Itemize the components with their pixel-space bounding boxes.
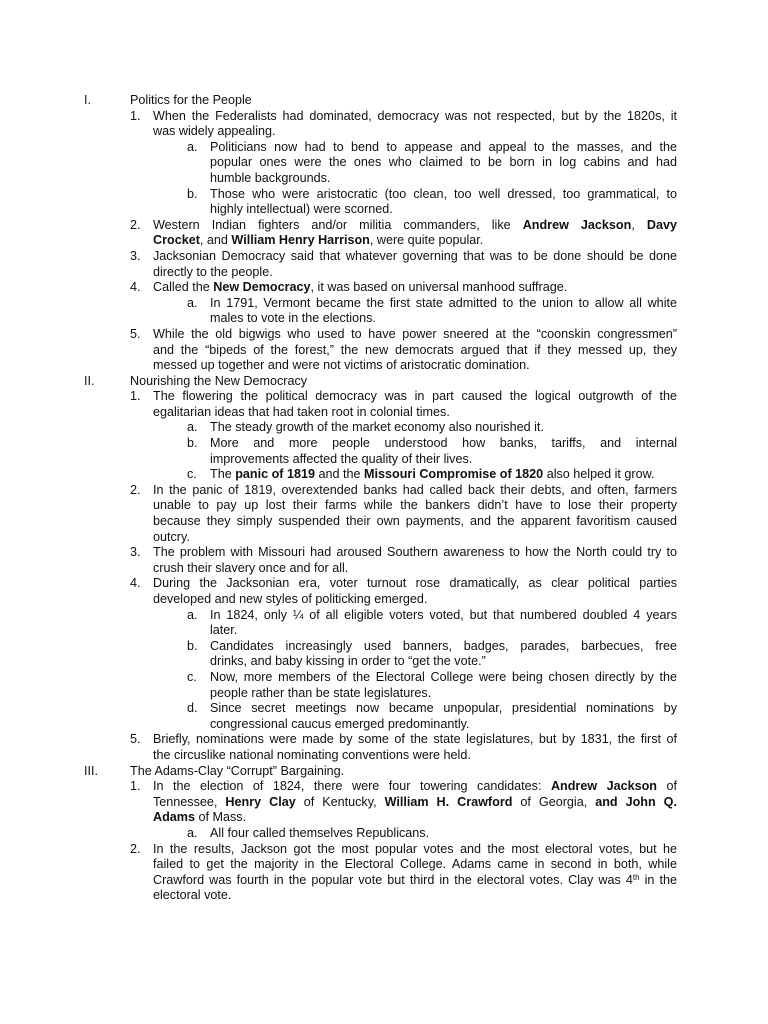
outline-line (0, 358, 768, 374)
list-marker: 1. (130, 389, 141, 404)
text-run: , were quite popular. (369, 233, 484, 248)
text-run: crush their slavery once and for all. (153, 560, 349, 575)
line-text (210, 155, 677, 171)
outline-line (0, 654, 768, 670)
outline-line (0, 670, 768, 686)
text-run: improvements affected the quality of their lives. (210, 451, 473, 466)
line-text (153, 732, 677, 748)
section-numeral: II. (84, 373, 95, 388)
outline-line (0, 140, 768, 156)
text-run: directly to the people. (153, 264, 273, 279)
list-marker: 1. (130, 108, 141, 123)
document-body (0, 93, 768, 904)
text-run: During the Jacksonian era, voter turnout rose dramatically, as clear political parties (153, 576, 677, 591)
outline-line (0, 576, 768, 592)
text-run: In the election of 1824, there were four towering candidates: (153, 779, 551, 794)
section-heading (0, 764, 768, 780)
list-marker: 4. (130, 576, 141, 591)
section-heading (0, 93, 768, 109)
outline-line (0, 826, 768, 842)
list-marker: a. (187, 139, 198, 154)
list-marker: 4. (130, 280, 141, 295)
text-run: Western Indian fighters and/or militia commanders, like (153, 217, 523, 232)
outline-line (0, 171, 768, 187)
outline-line (0, 498, 768, 514)
list-marker: b. (187, 186, 198, 201)
outline-line (0, 701, 768, 717)
text-run: All four called themselves Republicans. (210, 825, 430, 840)
outline-line (0, 467, 768, 483)
outline-line (0, 124, 768, 140)
outline-line (0, 530, 768, 546)
text-run: Candidates increasingly used banners, badges, parades, barbecues, free (210, 638, 677, 653)
text-run: drinks, and baby kissing in order to “get the vote.” (210, 654, 486, 669)
text-run: Those who were aristocratic (too clean, too well dressed, too grammatical, to (210, 186, 677, 201)
text-run: because they simply suspended their own payments, and the apparent favoritism caused (153, 514, 677, 529)
text-run: of (657, 779, 677, 794)
outline-line (0, 436, 768, 452)
bold-term: Henry Clay (225, 794, 296, 809)
line-text (153, 514, 677, 530)
line-text (210, 452, 677, 468)
superscript: th (632, 872, 640, 882)
outline-line (0, 202, 768, 218)
text-run: Politicians now had to bend to appease and appeal to the masses, and the (210, 139, 677, 154)
list-marker: a. (187, 607, 198, 622)
list-marker: c. (187, 467, 197, 482)
line-text (153, 842, 677, 858)
line-text (210, 467, 677, 483)
text-run: The problem with Missouri had aroused Southern awareness to how the North could try to (153, 545, 677, 560)
text-run: people rather than be state legislatures. (210, 685, 432, 700)
text-run: The (210, 467, 236, 482)
outline-line (0, 717, 768, 733)
outline-line (0, 327, 768, 343)
bold-term: panic of 1819 (235, 467, 315, 482)
bold-term: Adams (153, 810, 195, 825)
text-run: humble backgrounds. (210, 170, 331, 185)
line-text (153, 389, 677, 405)
line-text (153, 265, 677, 281)
line-text (210, 654, 677, 670)
list-marker: 5. (130, 732, 141, 747)
outline-line (0, 732, 768, 748)
outline-line (0, 748, 768, 764)
outline-line (0, 249, 768, 265)
list-marker: a. (187, 420, 198, 435)
text-run: popular ones were the ones who claimed to be born in log cabins and had (210, 155, 677, 170)
text-run: congressional caucus emerged predominantly. (210, 716, 470, 731)
outline-line (0, 218, 768, 234)
line-text (153, 810, 677, 826)
text-run: The flowering the political democracy was in part caused the logical outgrowth of the (153, 389, 677, 404)
line-text (210, 202, 677, 218)
text-run: the circuslike national nominating conventions were held. (153, 747, 471, 762)
list-marker: b. (187, 638, 198, 653)
line-text (153, 233, 677, 249)
text-run: also helped it grow. (543, 467, 655, 482)
line-text (210, 296, 677, 312)
text-run: Tennessee, (153, 794, 226, 809)
text-run: , (631, 217, 647, 232)
outline-line (0, 639, 768, 655)
line-text (153, 358, 677, 374)
outline-line (0, 280, 768, 296)
line-text (153, 327, 677, 343)
list-marker: 1. (130, 779, 141, 794)
text-run: In 1791, Vermont became the first state admitted to the union to allow all white (210, 295, 677, 310)
list-marker: 2. (130, 482, 141, 497)
outline-line (0, 857, 768, 873)
outline-line (0, 296, 768, 312)
list-marker: 3. (130, 545, 141, 560)
line-text (153, 218, 677, 234)
text-run: in the (639, 872, 677, 887)
text-run: and the “bipeds of the forest,” the new democrats argued that if they messed up, they (153, 342, 677, 357)
text-run: of Mass. (195, 810, 247, 825)
line-text (153, 795, 677, 811)
text-run: More and more people understood how banks, tariffs, and internal (210, 436, 677, 451)
outline-line (0, 888, 768, 904)
outline-line (0, 592, 768, 608)
text-run: Briefly, nominations were made by some of the state legislatures, but by 1831, the first of (153, 732, 677, 747)
line-text (210, 686, 677, 702)
text-run: developed and new styles of politicking emerged. (153, 592, 428, 606)
outline-line (0, 561, 768, 577)
line-text (153, 530, 677, 546)
outline-line (0, 405, 768, 421)
line-text (210, 639, 677, 655)
list-marker: 2. (130, 841, 141, 856)
text-run: was widely appealing. (153, 124, 276, 139)
bold-term: William Henry Harrison (231, 233, 370, 248)
bold-term: Andrew Jackson (522, 217, 632, 232)
list-marker: a. (187, 295, 198, 310)
text-run: The steady growth of the market economy also nourished it. (210, 420, 544, 435)
section-numeral: III. (84, 763, 98, 778)
line-text (210, 826, 677, 842)
text-run: messed up together and were not victims of aristocratic domination. (153, 358, 530, 373)
section-title: Nourishing the New Democracy (130, 373, 308, 388)
outline-line (0, 686, 768, 702)
line-text (153, 873, 677, 889)
text-run: , and (199, 233, 232, 248)
line-text (210, 670, 677, 686)
text-run: unable to pay up lost their farms while the bankers didn’t have to lose their property (153, 498, 677, 513)
outline-line (0, 109, 768, 125)
outline-line (0, 265, 768, 281)
line-text (210, 420, 677, 436)
bold-term: and John Q. (595, 794, 677, 809)
line-text (153, 249, 677, 265)
text-run: Jacksonian Democracy said that whatever governing that was to be done should be done (153, 248, 677, 263)
outline-line (0, 514, 768, 530)
outline-line (0, 545, 768, 561)
text-run: highly intellectual) were scorned. (210, 202, 393, 217)
list-marker: b. (187, 436, 198, 451)
bold-term: Andrew Jackson (550, 779, 658, 794)
line-text (153, 545, 677, 561)
text-run: Crawford was fourth in the popular vote but third in the electoral votes. Clay was 4 (153, 872, 633, 887)
section-title: The Adams-Clay “Corrupt” Bargaining. (130, 763, 345, 778)
list-marker: 2. (130, 217, 141, 232)
text-run: later. (210, 623, 238, 638)
section-heading (0, 374, 768, 390)
line-text (153, 498, 677, 514)
line-text (153, 561, 677, 577)
text-run: Since secret meetings now became unpopular, presidential nominations by (210, 701, 677, 716)
text-run: Called the (153, 280, 214, 295)
line-text (210, 311, 677, 327)
bold-term: Davy (646, 217, 677, 232)
outline-line (0, 311, 768, 327)
list-marker: a. (187, 825, 198, 840)
outline-line (0, 795, 768, 811)
text-run: egalitarian ideas that had taken root in colonial times. (153, 404, 450, 419)
list-marker: d. (187, 701, 198, 716)
outline-line (0, 155, 768, 171)
outline-line (0, 483, 768, 499)
text-run: In the results, Jackson got the most popular votes and the most electoral votes, but he (153, 841, 677, 856)
text-run: When the Federalists had dominated, democracy was not respected, but by the 1820s, it (153, 108, 677, 123)
text-run: of Georgia, (512, 794, 596, 809)
text-run: males to vote in the elections. (210, 311, 376, 326)
text-run: , it was based on universal manhood suffrage. (310, 280, 568, 295)
section-numeral: I. (84, 93, 91, 107)
bold-term: Crocket (153, 233, 200, 248)
line-text (153, 748, 677, 764)
bold-term: New Democracy (213, 280, 311, 295)
outline-line (0, 343, 768, 359)
line-text (210, 717, 677, 733)
text-run: In 1824, only ¼ of all eligible voters voted, but that numbered doubled 4 years (210, 607, 677, 622)
line-text (210, 187, 677, 203)
line-text (210, 140, 677, 156)
line-text (210, 171, 677, 187)
outline-line (0, 389, 768, 405)
line-text (153, 592, 677, 608)
line-text (153, 343, 677, 359)
line-text (153, 857, 677, 873)
outline-line (0, 779, 768, 795)
outline-line (0, 623, 768, 639)
list-marker: 3. (130, 248, 141, 263)
outline-line (0, 810, 768, 826)
text-run: Now, more members of the Electoral College were being chosen directly by the (210, 669, 677, 684)
text-run: In the panic of 1819, overextended banks had called back their debts, and often, farmers (153, 482, 677, 497)
line-text (210, 608, 677, 624)
outline-line (0, 842, 768, 858)
line-text (153, 124, 677, 140)
section-title: Politics for the People (130, 93, 252, 107)
outline-line (0, 233, 768, 249)
list-marker: 5. (130, 326, 141, 341)
line-text (153, 405, 677, 421)
outline-line (0, 187, 768, 203)
text-run: of Kentucky, (295, 794, 385, 809)
text-run: electoral vote. (153, 888, 232, 903)
text-run: and the (315, 467, 365, 482)
line-text (153, 483, 677, 499)
outline-line (0, 420, 768, 436)
line-text (210, 701, 677, 717)
outline-line (0, 608, 768, 624)
line-text (210, 436, 677, 452)
line-text (153, 109, 677, 125)
outline-line (0, 452, 768, 468)
line-text (153, 779, 677, 795)
bold-term: Missouri Compromise of 1820 (364, 467, 544, 482)
text-run: failed to get the majority in the Electoral College. Adams came in second in both, while (153, 857, 677, 872)
list-marker: c. (187, 669, 197, 684)
outline-line (0, 873, 768, 889)
line-text (153, 576, 677, 592)
bold-term: William H. Crawford (384, 794, 513, 809)
line-text (153, 280, 677, 296)
line-text (210, 623, 677, 639)
text-run: While the old bigwigs who used to have power sneered at the “coonskin congressmen” (153, 326, 677, 341)
text-run: outcry. (153, 529, 190, 544)
line-text (153, 888, 677, 904)
